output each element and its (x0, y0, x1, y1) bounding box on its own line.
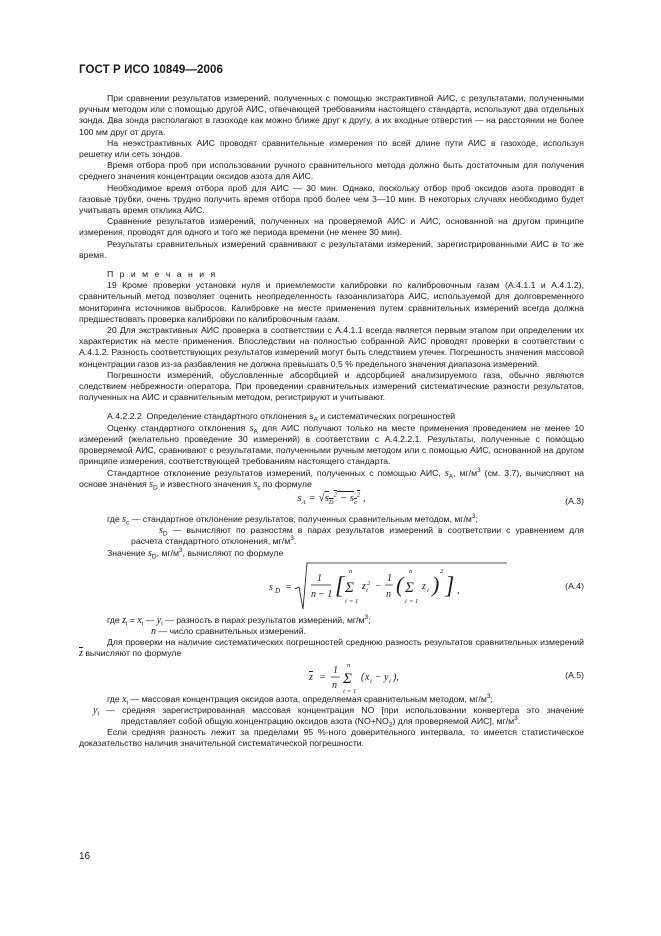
svg-text:i: i (370, 677, 372, 685)
page-title: ГОСТ Р ИСО 10849—2006 (79, 64, 224, 76)
svg-text:i: i (427, 586, 429, 594)
definition: n — число сравнительных измерений. (151, 625, 306, 637)
note-20: 20 Для экстрактивных АИС проверка в соответствии с А.4.1.1 всегда является первым этапом при определении их характеристик на месте применения. Впоследствии на полностью собранной АИС проводят проверки в соответствии с А.4.1.2. Разность соответствующих результатов измерений могут быть следствием утечек. Погрешность значения массовой концентрации газов из-за разбавления не должна превышать 0,5 % предельного значения диапазона измерений. (79, 325, 584, 369)
paragraph: Результаты сравнительных измерений сравнивают с результатами измерений, зарегистрированными АИС в то же время. (79, 238, 584, 260)
svg-text:y: y (384, 671, 389, 683)
svg-text:1: 1 (333, 664, 338, 676)
svg-text:i: i (345, 597, 347, 605)
svg-text:z: z (362, 580, 366, 592)
svg-text:i: i (405, 597, 407, 605)
paragraph: Для проверки на наличие систематических погрешностей среднюю разность результатов сравнительных измерений $\overline{z}$ вычисляют по формуле (79, 637, 584, 660)
svg-text:z: z (309, 671, 313, 683)
svg-text:z: z (422, 580, 426, 592)
definition: где $s_c$ — стандартное отклонение результатов, полученных сравнительным методом, $мг/м^3$; (107, 513, 478, 527)
note-19: 19 Кроме проверки установки нуля и приемлемости калибровки по калибровочным газам (A.4.1.1 и A.4.1.2), сравнительный метод позволяет оценить неопределенность газоанализатора АИС, используемой для долговременного мониторинга источников выбросов. Калибровке на месте применения путем сравнительных измерений всегда должна предшествовать проверка калибровки по калибровочным газам. (79, 280, 584, 324)
notes-heading: П р и м е ч а н и я (107, 269, 218, 280)
svg-text:Σ: Σ (405, 579, 414, 596)
page-number: 16 (79, 851, 91, 862)
definition: $y_i$ — средняя зарегистрированная массовая концентрация NO [при использовании конвертера это значение представляет собой общую концентрацию оксидов азота $(NO+NO_2)$ для проверяемой АИС], $мг/м^3$. (93, 704, 584, 729)
formula-a5 (79, 660, 584, 694)
definition: где $x_i$ — массовая концентрация оксидов азота, определяемая сравнительным методом, $мг/м^3$; (107, 692, 493, 707)
formula-number: (А.5) (565, 669, 584, 680)
svg-text:(: ( (361, 671, 365, 683)
svg-text:= 1: = 1 (409, 597, 419, 605)
svg-text:s: s (269, 581, 273, 593)
svg-text:i: i (343, 687, 345, 694)
paragraph: Сравнение результатов измерений, полученных на проверяемой АИС и АИС, основанной на другом принципе измерения, проводят для одного и того же периода времени (не менее 30 мин). (79, 216, 584, 238)
formula-number: (А.4) (565, 580, 584, 591)
svg-text:− 1: − 1 (318, 588, 333, 600)
svg-text:),: ), (393, 671, 399, 683)
svg-text:i: i (389, 677, 391, 685)
paragraph: При сравнении результатов измерений, полученных с помощью экстрактивной АИС, с результатами, полученными ручным методом или с помощью другой АИС, отвечающей требованиям настоящего стандарта, используют два отдельных зонда. Два зонда располагают в газоходе как можно ближе друг к другу, а их входные отверстия — на расстоянии не более 100 мм друг от друга. (79, 93, 584, 137)
svg-text:): ) (432, 571, 440, 597)
svg-text:n: n (347, 661, 351, 669)
svg-text:[: [ (335, 572, 345, 599)
svg-text:2: 2 (440, 567, 444, 575)
svg-text:D: D (275, 586, 281, 595)
svg-text:1: 1 (317, 572, 322, 584)
svg-text:Σ: Σ (345, 579, 354, 596)
paragraph: Оценку стандартного отклонения $s_A$ для АИС получают только на месте применения проведением не менее 10 измерений (желательно проведение 30 измерений) в соответствии с А.4.2.2.1. Результаты, полученные с помощью проверяемой АИС, сравнивают с результатами, полученными ручным методом или с помощью АИС, основанной на другом принципе измерения, соответствующей требованиям настоящего стандарта. (79, 422, 585, 467)
svg-text:2: 2 (367, 579, 371, 587)
formula-a5-graphic (309, 660, 509, 694)
definition: $s_D$ — вычисляют по разностям в парах результатов измерений в соответствии с уравнением для расчета стандартного отклонения, $мг/м^3$. (131, 525, 584, 547)
definition: где $z_i = x_i$ — $y_i$ — разность в парах результатов измерений, $мг/м^3$; (107, 613, 371, 628)
formula-a4-graphic (269, 559, 529, 615)
formula-a3: $s_A = √s_D^2 - s_c^2$ , (А.3) (297, 491, 584, 507)
paragraph: Стандартное отклонение результатов измерений, полученных с помощью АИС, $s_A$, $мг/м^3$ (см. 3.7), вычисляют на основе значения $s_D$ и известного значения $s_c$ по формуле (79, 466, 584, 492)
svg-text:1: 1 (387, 572, 392, 584)
note-extra: Погрешности измерений, обусловленные абсорбцией и адсорбцией анализируемого газа, обычно являются следствием небрежности оператора. При проведении сравнительных измерений систематические разности результатов, полученных на АИС и сравнительным методом, регистрируют и учитывают. (79, 369, 584, 403)
formula-a4 (79, 559, 584, 615)
svg-text:i: i (366, 586, 368, 594)
svg-text:n: n (311, 588, 316, 600)
svg-text:= 1: = 1 (349, 597, 359, 605)
paragraph: На неэкстрактивных АИС проводят сравнительные измерения по всей длине пути АИС в газоходе, используя решетку или сеть зондов. (79, 137, 584, 160)
formula-number: (А.3) (565, 495, 584, 506)
svg-text:= 1: = 1 (347, 687, 357, 694)
svg-text:n: n (332, 679, 337, 691)
svg-text:Σ: Σ (343, 670, 352, 687)
svg-text:−: − (375, 580, 382, 592)
svg-text:n: n (386, 588, 391, 600)
svg-text:=: = (319, 671, 326, 683)
svg-text:=: = (285, 581, 292, 593)
svg-text:n: n (409, 567, 413, 575)
paragraph: Если средняя разность лежит за пределами 95 %-ного доверительного интервала, то имеется статистическое доказательство наличия значительной систематической погрешности. (79, 727, 584, 749)
svg-text:−: − (375, 671, 382, 683)
paragraph: Значение $s_D$, $мг/м^3$, вычисляют по формуле (107, 546, 284, 561)
svg-text:x: x (365, 671, 370, 683)
svg-text:(: ( (396, 571, 404, 597)
svg-text:n: n (349, 567, 353, 575)
section-heading: А.4.2.2.2 Определение стандартного отклонения $s_A$ и систематических погрешностей (107, 411, 456, 425)
paragraph: Необходимое время отбора проб для АИС — 30 мин. Однако, поскольку отбор проб оксидов азота проводят в газовые трубки, очень трудно получить время отбора проб более чем 3—10 мин. В некоторых случаях необходимо будет учитывать время отклика АИС. (79, 182, 584, 216)
svg-text:,: , (457, 584, 460, 596)
svg-text:]: ] (445, 572, 455, 599)
document-body (79, 93, 584, 750)
paragraph: Время отбора проб при использовании ручного сравнительного метода должно быть достаточным для получения среднего значения концентрации оксидов азота для АИС. (79, 160, 584, 182)
